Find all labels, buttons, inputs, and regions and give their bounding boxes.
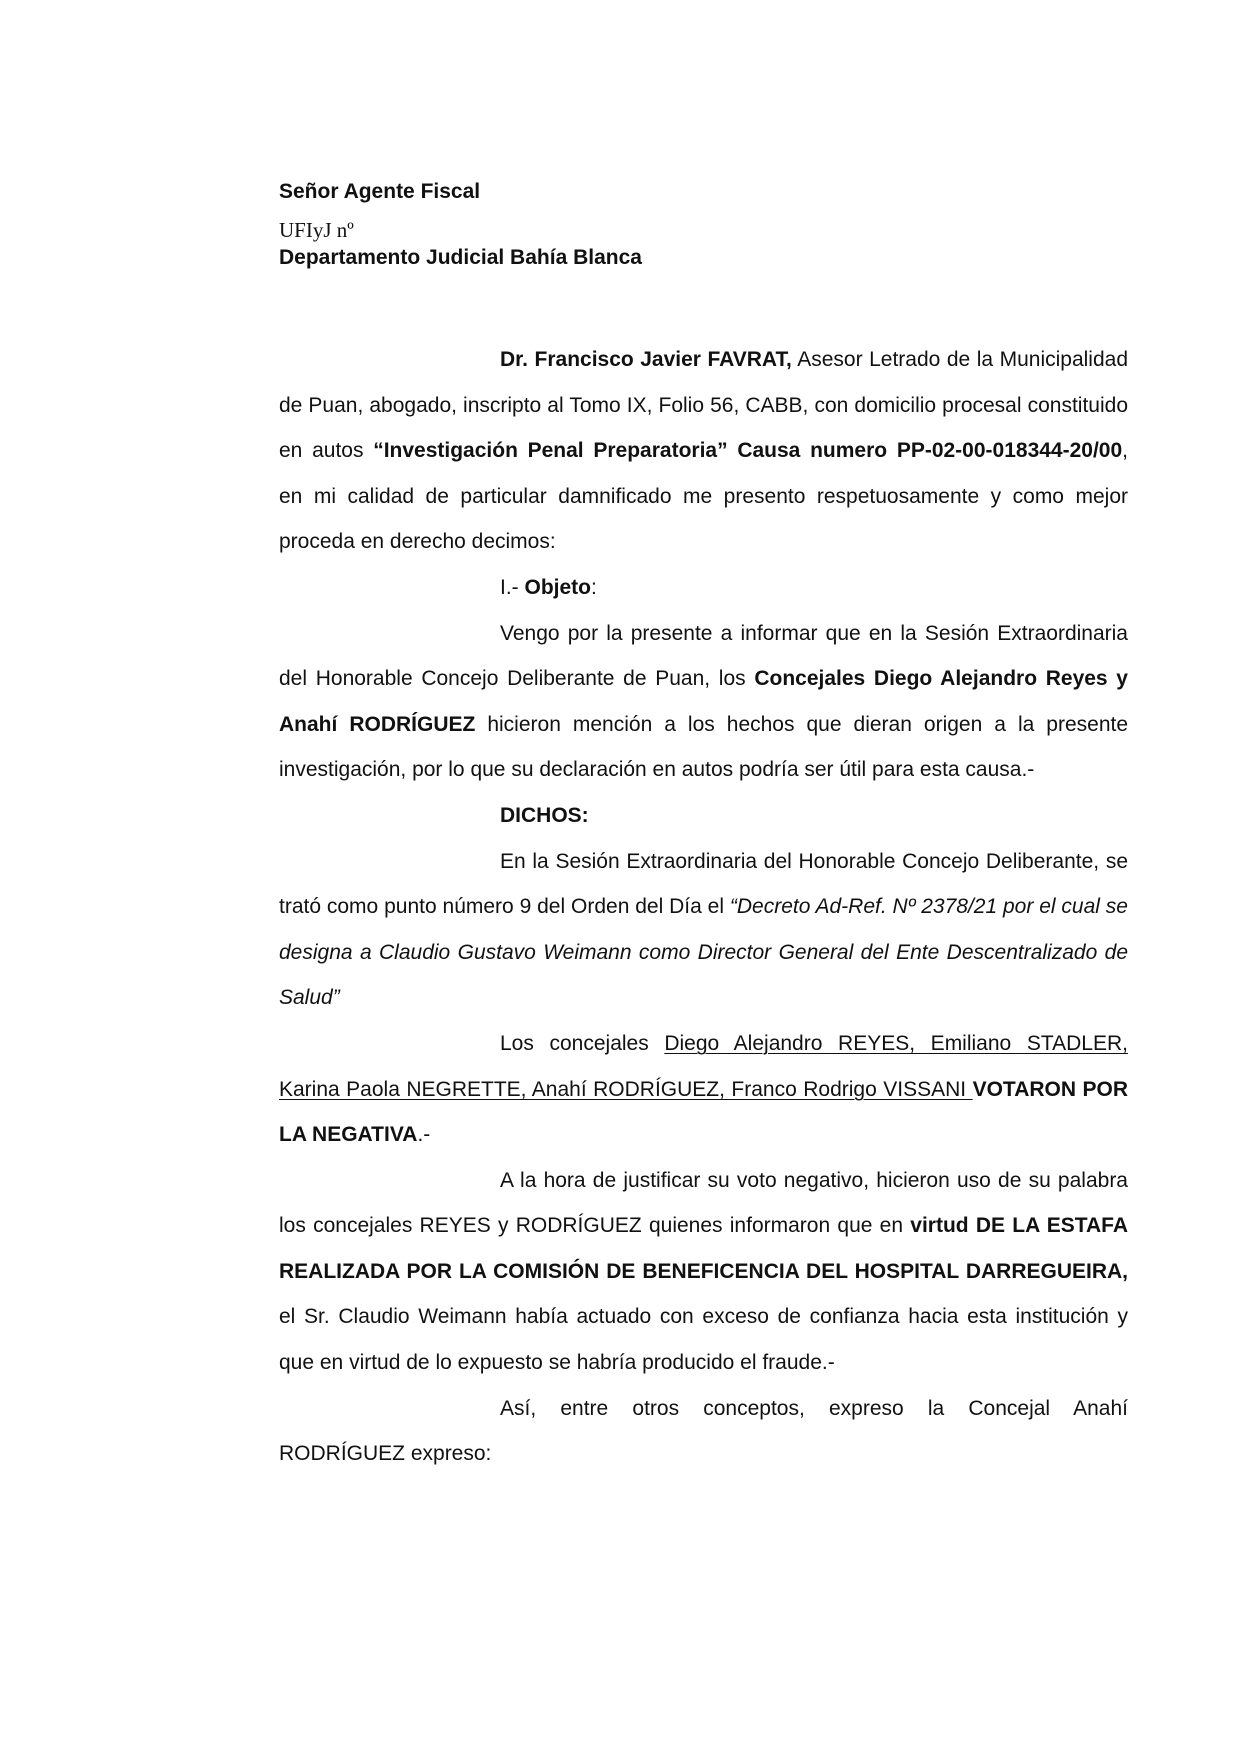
vote-paragraph	[279, 1021, 1128, 1158]
objeto-text-2: hicieron mención a los hechos que dieran origen a la presente investigación, por lo que su declaración en autos podría ser útil para esta causa.-	[279, 712, 1129, 782]
department-line: Departamento Judicial Bahía Blanca	[279, 246, 642, 269]
justification-text-2: el Sr. Claudio Weimann había actuado con exceso de confianza hacia esta institución y que en virtud de lo expuesto se habría producido el fraude.-	[279, 1305, 1128, 1375]
section-objeto-heading	[279, 565, 1128, 611]
document-body	[279, 337, 1128, 1477]
objeto-text-1: Vengo por la presente a informar que en la Sesión Extraordinaria del Honorable Concejo Deliberante de Puan, los	[279, 621, 1128, 691]
author-name: Dr. Francisco Javier FAVRAT,	[500, 348, 792, 371]
section-dichos-heading	[279, 793, 1128, 839]
decree-quote: “Decreto Ad-Ref. Nº 2378/21 por el cual se designa a Claudio Gustavo Weimann como Director General del Ente Descentralizado de Salud”	[279, 895, 1128, 1010]
unit-line: UFIyJ nº	[279, 218, 354, 242]
section-objeto-suffix: :	[591, 575, 597, 599]
objeto-paragraph	[279, 611, 1128, 793]
closing-paragraph: Así, entre otros conceptos, expreso la Concejal Anahí RODRÍGUEZ expreso:	[279, 1396, 1128, 1466]
case-title: “Investigación Penal Preparatoria” Causa numero PP-02-00-018344-20/00	[373, 439, 1123, 463]
section-objeto-title: Objeto	[524, 575, 591, 599]
intro-paragraph	[279, 337, 1128, 565]
vote-text-2: .-	[417, 1123, 431, 1147]
intro-text-1: Asesor Letrado de la Municipalidad de Puan, abogado, inscripto al Tomo IX, Folio 56, CABB, con domicilio procesal constituido en autos	[279, 348, 1128, 463]
dichos-text-1: En la Sesión Extraordinaria del Honorable Concejo Deliberante, se trató como punto número 9 del Orden del Día el	[279, 849, 1128, 919]
objeto-councilors: Concejales Diego Alejandro Reyes y Anahí RODRÍGUEZ	[279, 667, 1128, 736]
section-objeto-prefix: I.-	[500, 575, 525, 599]
dichos-paragraph	[279, 839, 1128, 1021]
justification-text-1: A la hora de justificar su voto negativo, hicieron uso de su palabra los concejales REYES y RODRÍGUEZ quienes informaron que en	[279, 1168, 1128, 1238]
vote-text-1: Los concejales	[500, 1031, 665, 1055]
fraud-statement: virtud DE LA ESTAFA REALIZADA POR LA COMISIÓN DE BENEFICENCIA DEL HOSPITAL DARREGUEIRA,	[279, 1214, 1128, 1283]
addressee-line: Señor Agente Fiscal	[279, 180, 481, 203]
councilor-names: Diego Alejandro REYES, Emiliano STADLER, Karina Paola NEGRETTE, Anahí RODRÍGUEZ, Franco Rodrigo VISSANI	[279, 1031, 1128, 1101]
document-content	[279, 178, 1128, 1477]
vote-result: VOTARON POR LA NEGATIVA	[279, 1077, 1128, 1147]
section-dichos-title: DICHOS:	[500, 803, 589, 827]
justification-paragraph	[279, 1158, 1128, 1386]
intro-text-2: , en mi calidad de particular damnificado me presento respetuosamente y como mejor proceda en derecho decimos:	[279, 439, 1128, 554]
